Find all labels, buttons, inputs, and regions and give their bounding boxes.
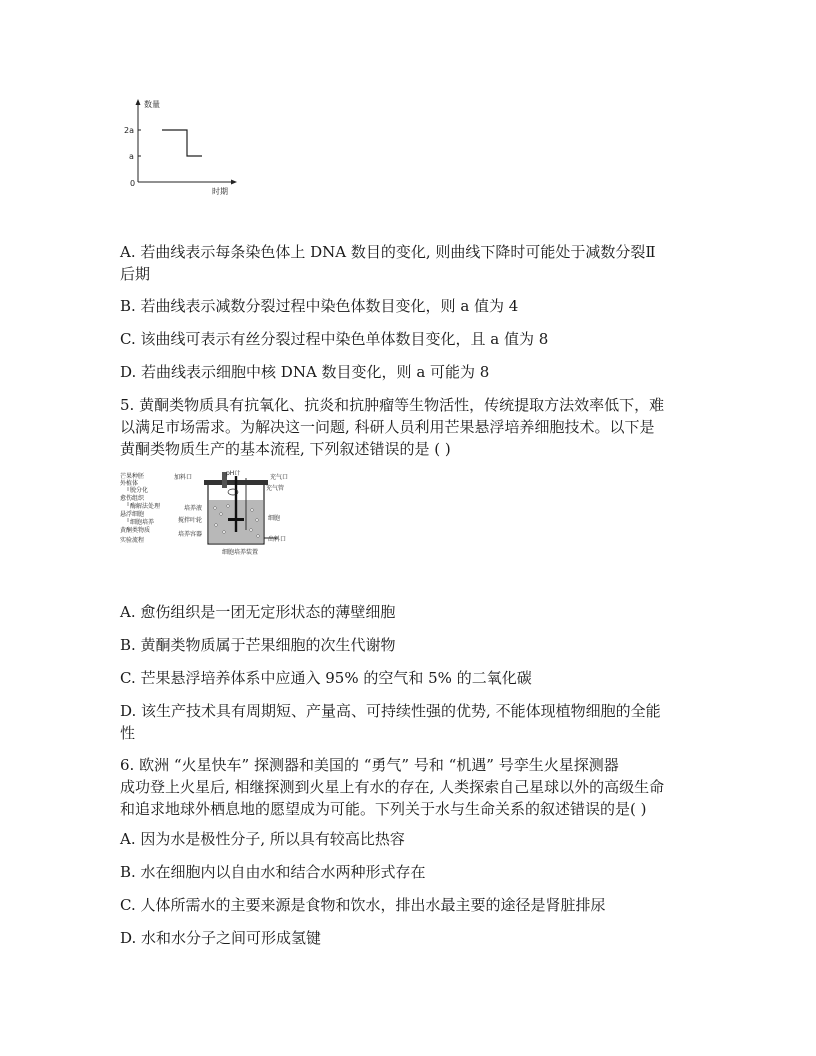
cell-culture-diagram (118, 470, 294, 558)
label-device: 细胞培养装置 (222, 549, 259, 556)
label-feed-port: 加料口 (174, 474, 193, 481)
label-outlet: 出料口 (268, 536, 287, 543)
flow-step: 脱分化 (130, 487, 149, 494)
q6-stem-line1: 6. 欧洲 “火星快车” 探测器和美国的 “勇气” 号和 “机遇” 号孪生火星探测器 (120, 756, 619, 774)
label-stirrer: 搅拌叶轮 (178, 517, 203, 524)
q4-option-a-line1: A. 若曲线表示每条染色体上 DNA 数目的变化, 则曲线下降时可能处于减数分裂Ⅱ (120, 243, 656, 261)
q4-option-c: C. 该曲线可表示有丝分裂过程中染色单体数目变化，且 a 值为 8 (120, 330, 549, 348)
step-curve (162, 130, 202, 156)
q6-option-b: B. 水在细胞内以自由水和结合水两种形式存在 (120, 863, 426, 881)
quantity-period-graph (122, 96, 240, 202)
flow-step: 悬浮细胞 (120, 511, 145, 518)
flow-step: 酶解法处理 (130, 503, 161, 510)
q6-option-c: C. 人体所需水的主要来源是食物和饮水，排出水最主要的途径是肾脏排尿 (120, 896, 606, 914)
tick-label-2a: 2a (124, 126, 134, 135)
flow-step: 黄酮类物质 (120, 527, 151, 534)
q6-option-d: D. 水和水分子之间可形成氢键 (120, 929, 322, 947)
q4-option-d: D. 若曲线表示细胞中核 DNA 数目变化，则 a 可能为 8 (120, 363, 490, 381)
label-ph-meter: pH计 (226, 470, 241, 477)
q4-option-a-line2: 后期 (120, 265, 151, 283)
y-axis-arrow-icon (136, 99, 141, 105)
experiment-flow (120, 472, 160, 544)
tick-label-a: a (129, 152, 134, 161)
y-axis-label: 数量 (144, 100, 160, 109)
flow-step: 细胞培养 (130, 519, 155, 526)
q5-option-a: A. 愈伤组织是一团无定形状态的薄壁细胞 (120, 603, 396, 621)
q5-option-b: B. 黄酮类物质属于芒果细胞的次生代谢物 (120, 636, 396, 654)
label-cells: 细胞 (268, 515, 281, 522)
flow-step: 实验流程 (120, 537, 145, 544)
q6-stem-line3: 和追求地球外栖息地的愿望成为可能。下列关于水与生命关系的叙述错误的是( ) (120, 800, 647, 818)
label-gas-tube: 充气管 (266, 485, 285, 492)
q5-option-d-line2: 性 (120, 724, 136, 742)
q5-stem-line2: 以满足市场需求。为解决这一问题, 科研人员利用芒果悬浮培养细胞技术。以下是 (120, 418, 655, 436)
flow-step: 外植体 (120, 480, 139, 487)
label-vessel: 培养容器 (178, 531, 203, 538)
label-medium: 培养液 (184, 505, 203, 512)
q5-stem-line3: 黄酮类物质生产的基本流程, 下列叙述错误的是 ( ) (120, 440, 451, 458)
x-axis-arrow-icon (231, 180, 237, 185)
q5-option-d-line1: D. 该生产技术具有周期短、产量高、可持续性强的优势, 不能体现植物细胞的全能 (120, 702, 661, 720)
q4-option-b: B. 若曲线表示减数分裂过程中染色体数目变化，则 a 值为 4 (120, 297, 519, 315)
label-gas-inlet: 充气口 (270, 474, 289, 481)
flow-step: 芒果种胚 (120, 473, 145, 480)
tick-label-0: 0 (130, 179, 136, 188)
q6-stem-line2: 成功登上火星后, 相继探测到火星上有水的存在, 人类探索自己星球以外的高级生命 (120, 778, 665, 796)
q5-option-c: C. 芒果悬浮培养体系中应通入 95% 的空气和 5% 的二氧化碳 (120, 669, 532, 687)
x-axis-label: 时期 (212, 187, 228, 196)
q6-option-a: A. 因为水是极性分子, 所以具有较高比热容 (120, 830, 405, 848)
q5-stem-line1: 5. 黄酮类物质具有抗氧化、抗炎和抗肿瘤等生物活性，传统提取方法效率低下，难 (120, 396, 665, 414)
flow-step: 愈伤组织 (120, 495, 145, 502)
